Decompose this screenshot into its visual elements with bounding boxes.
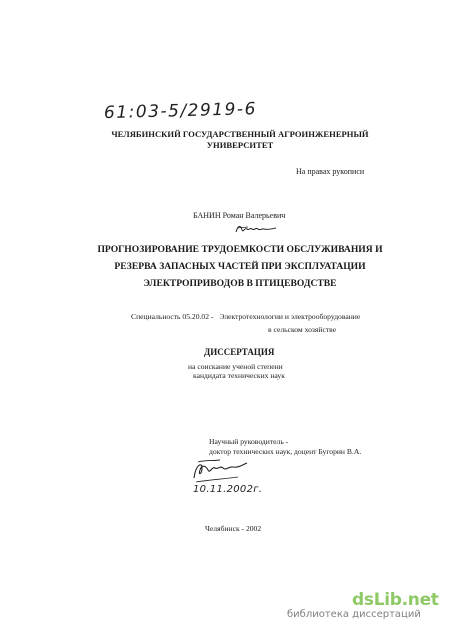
watermark-logo: dsLib.net <box>352 590 439 610</box>
handwritten-date: 10.11.2002г. <box>193 484 263 495</box>
author-signature <box>234 223 278 235</box>
specialty-row <box>131 312 360 321</box>
watermark-subtitle: библиотека диссертаций <box>287 609 421 620</box>
degree-line-2: кандидата технических наук <box>193 371 285 380</box>
degree-line-1: на соискание ученой степени <box>188 362 283 371</box>
city-and-year: Челябинск - 2002 <box>205 524 262 533</box>
author-name: БАНИН Роман Валерьевич <box>193 211 286 220</box>
advisor-line-2: доктор технических наук, доцент Бугорин В.А. <box>209 447 362 456</box>
manuscript-rights-note: На правах рукописи <box>296 167 365 176</box>
advisor-signature <box>190 458 250 484</box>
document-type: ДИССЕРТАЦИЯ <box>204 347 275 357</box>
dslib-watermark <box>287 590 448 634</box>
dissertation-title: ПРОГНОЗИРОВАНИЕ ТРУДОЕМКОСТИ ОБСЛУЖИВАНИЯ И РЕЗЕРВА ЗАПАСНЫХ ЧАСТЕЙ ПРИ ЭКСПЛУАТАЦИИ ЭЛЕКТРОПРИВОДОВ В ПТИЦЕВОДСТВЕ <box>97 244 383 289</box>
handwritten-catalog-code: 61:03-5/2919-6 <box>103 99 258 124</box>
university-name: ЧЕЛЯБИНСКИЙ ГОСУДАРСТВЕННЫЙ АГРОИНЖЕНЕРНЫЙ УНИВЕРСИТЕТ <box>111 129 369 150</box>
specialty-line-1: Электротехнологии и электрооборудование <box>219 312 361 321</box>
specialty-line-2: в сельском хозяйстве <box>268 325 337 334</box>
specialty-label: Специальность 05.20.02 - <box>131 312 214 321</box>
advisor-line-1: Научный руководитель - <box>209 437 289 446</box>
